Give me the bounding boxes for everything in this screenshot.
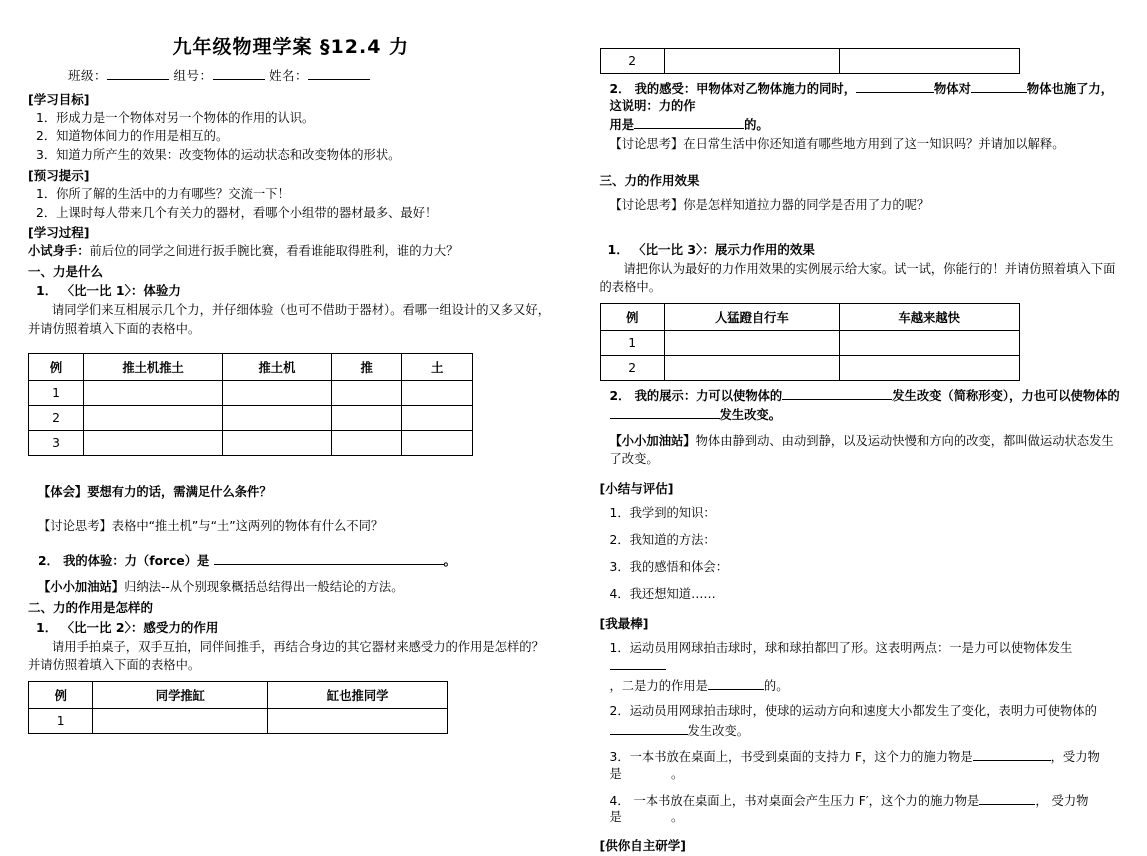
left-column xyxy=(22,18,554,740)
section-3-heading: 三、力的作用效果 xyxy=(599,172,700,188)
identity-line xyxy=(28,67,554,85)
name-blank[interactable] xyxy=(308,67,370,80)
section-1-sub: 1． 〈比一比 1〉：体验力 xyxy=(36,283,181,299)
section-1-heading: 一、力是什么 xyxy=(28,263,104,279)
my-feeling-label: 2． 我的感受： xyxy=(609,82,697,96)
class-blank[interactable] xyxy=(107,67,169,80)
group-label: 组号： xyxy=(173,68,213,83)
table-row xyxy=(600,355,1019,380)
cell-input[interactable] xyxy=(402,405,473,430)
summary-item-3: 3．我的感悟和体会： xyxy=(609,560,728,575)
cell-input[interactable] xyxy=(331,405,402,430)
table-force-examples xyxy=(28,353,473,456)
table-row xyxy=(600,330,1019,355)
preview-heading: [预习提示] xyxy=(28,167,90,183)
my-feeling-blank-3[interactable] xyxy=(634,116,744,129)
page-title: 九年级物理学案 §12.4 力 xyxy=(172,36,410,58)
goal-item-1: 1．形成力是一个物体对另一个物体的作用的认识。 xyxy=(36,110,315,125)
my-feeling-text-2: 物体对 xyxy=(934,82,971,96)
cell-input[interactable] xyxy=(839,355,1019,380)
section-2-paragraph: 请用手拍桌子，双手互拍，同伴间推手，再结合身边的其它器材来感受力的作用是怎样的？并请仿照着填入下面的表格中。 xyxy=(28,639,544,673)
self-study-heading: [供你自主研学] xyxy=(599,837,686,853)
row-index: 3 xyxy=(29,430,84,455)
best-item-1-blank-2[interactable] xyxy=(708,677,764,690)
class-label: 班级： xyxy=(68,68,108,83)
row-index: 1 xyxy=(29,708,93,733)
question-experience xyxy=(28,484,554,502)
fuel-station-1-label: 【小小加油站】 xyxy=(38,580,125,595)
best-item-3-tail: ，受力物是 。 xyxy=(609,750,1100,782)
table-row xyxy=(29,405,473,430)
cell-input[interactable] xyxy=(84,380,223,405)
table-mutual-force xyxy=(28,681,448,734)
my-demo-label: 2． 我的展示： xyxy=(609,388,697,403)
my-experience-blank[interactable] xyxy=(214,552,444,565)
summary-heading: [小结与评估] xyxy=(599,480,674,496)
try-line xyxy=(28,243,554,260)
best-item-1-tail: 的。 xyxy=(763,678,789,693)
fuel-station-1 xyxy=(28,579,554,597)
best-item-1 xyxy=(600,640,1126,674)
goal-item-2: 2．知道物体间力的作用是相互的。 xyxy=(36,129,229,144)
th-student-pushes-jar: 同学推缸 xyxy=(93,681,268,708)
table-row xyxy=(29,708,448,733)
summary-item-4: 4．我还想知道…… xyxy=(609,586,716,601)
row-index: 2 xyxy=(29,405,84,430)
my-demo-blank-1[interactable] xyxy=(782,387,892,400)
two-column-layout xyxy=(22,18,1125,856)
my-demo-text-2: 发生改变（简称形变），力也可以使物体的 xyxy=(892,388,1120,403)
cell-input[interactable] xyxy=(222,430,331,455)
my-demo-text-3: 发生改变。 xyxy=(719,408,781,423)
question-discuss-3: 【讨论思考】你是怎样知道拉力器的同学是否用了力的呢？ xyxy=(609,198,930,213)
cell-input[interactable] xyxy=(331,430,402,455)
question-discuss-1: 【讨论思考】表格中“推土机”与“土”这两列的物体有什么不同？ xyxy=(38,518,384,533)
cell-input[interactable] xyxy=(402,430,473,455)
cell-input[interactable] xyxy=(84,430,223,455)
best-item-3 xyxy=(600,748,1126,782)
preview-item-1: 1．你所了解的生活中的力有哪些？交流一下！ xyxy=(36,186,290,201)
best-item-1-cont xyxy=(600,677,1126,695)
question-discuss-2: 【讨论思考】在日常生活中你还知道有哪些地方用到了这一知识吗？并请加以解释。 xyxy=(609,136,1065,151)
cell-input[interactable] xyxy=(268,708,448,733)
my-experience-label: 2． 我的体验： xyxy=(38,553,125,568)
best-item-4-tail: ， 受力物是 。 xyxy=(609,793,1089,825)
best-item-2-cont xyxy=(600,722,1126,740)
cell-input[interactable] xyxy=(402,380,473,405)
my-feeling-line xyxy=(600,80,1126,114)
row-index: 2 xyxy=(600,355,664,380)
best-item-2-tail: 发生改变。 xyxy=(687,723,749,738)
fuel-station-2-text: 物体由静到动、由动到静，以及运动快慢和方向的改变，都叫做运动状态发生了改变。 xyxy=(609,434,1114,466)
section-1-paragraph: 请同学们来互相展示几个力，并仔细体验（也可不借助于器材）。看哪一组设计的又多又好，并请仿照着填入下面的表格中。 xyxy=(28,303,551,336)
fuel-station-1-text: 归纳法--从个别现象概括总结得出一般结论的方法。 xyxy=(124,580,404,595)
my-experience-text: 力（force）是 xyxy=(124,553,210,568)
cell-input[interactable] xyxy=(839,330,1019,355)
best-heading: [我最棒] xyxy=(599,615,649,631)
table-row xyxy=(29,430,473,455)
th-soil: 土 xyxy=(402,353,473,380)
summary-item-2: 2．我知道的方法： xyxy=(609,533,716,548)
best-item-1-pre: 1．运动员用网球拍击球时，球和球拍都凹了形。这表明两点：一是力可以使物体发生 xyxy=(609,641,1073,656)
my-feeling-blank-1[interactable] xyxy=(856,80,934,93)
my-demo-line-2 xyxy=(600,406,1126,424)
my-feeling-blank-2[interactable] xyxy=(971,80,1027,93)
th-jar-pushes-student: 缸也推同学 xyxy=(268,681,448,708)
right-column xyxy=(580,18,1126,856)
table-mutual-force-continued xyxy=(600,48,1020,74)
best-item-4-pre: 4． 一本书放在桌面上，书对桌面会产生压力 F′，这个力的施力物是 xyxy=(609,793,980,808)
th-bulldozer: 推土机 xyxy=(222,353,331,380)
my-feeling-text-4: 用是 xyxy=(609,118,635,133)
best-item-2-blank[interactable] xyxy=(610,722,688,735)
cell-input[interactable] xyxy=(222,405,331,430)
cell-input[interactable] xyxy=(664,49,839,74)
cell-input[interactable] xyxy=(664,355,839,380)
best-item-4-blank[interactable] xyxy=(979,792,1035,805)
th-example: 例 xyxy=(29,681,93,708)
my-feeling-text-3: 物体也施了力，这说明：力的作 xyxy=(609,82,1113,113)
th-example: 例 xyxy=(29,353,84,380)
my-experience-line xyxy=(28,552,554,571)
table-row-header xyxy=(29,681,448,708)
table-row xyxy=(600,49,1019,74)
row-index: 2 xyxy=(600,49,664,74)
th-push: 推 xyxy=(331,353,402,380)
best-item-1-blank-1[interactable] xyxy=(610,657,666,670)
try-text: 前后位的同学之间进行扳手腕比赛，看看谁能取得胜利，谁的力大？ xyxy=(89,244,459,259)
goals-heading: [学习目标] xyxy=(28,91,90,107)
row-index: 1 xyxy=(600,330,664,355)
summary-item-1: 1．我学到的知识： xyxy=(609,506,716,521)
my-feeling-line-2 xyxy=(600,116,1126,134)
my-demo-text-1: 力可以使物体的 xyxy=(696,388,783,403)
th-bulldozer-pushes-soil: 推土机推土 xyxy=(84,353,223,380)
best-item-1-mid: ，二是力的作用是 xyxy=(609,678,708,693)
section-3-sub: 1． 〈比一比 3〉：展示力作用的效果 xyxy=(607,242,815,258)
cell-input[interactable] xyxy=(84,405,223,430)
row-index: 1 xyxy=(29,380,84,405)
try-label: 小试身手： xyxy=(28,244,90,259)
cell-input[interactable] xyxy=(331,380,402,405)
goal-item-3: 3．知道力所产生的效果：改变物体的运动状态和改变物体的形状。 xyxy=(36,148,401,163)
cell-input[interactable] xyxy=(839,49,1019,74)
table-row-header xyxy=(600,303,1019,330)
group-blank[interactable] xyxy=(213,67,265,80)
process-heading: [学习过程] xyxy=(28,225,90,241)
cell-input[interactable] xyxy=(93,708,268,733)
best-item-2-pre: 2．运动员用网球拍击球时，使球的运动方向和速度大小都发生了变化，表明力可使物体的 xyxy=(609,704,1097,719)
best-item-4 xyxy=(600,792,1126,826)
best-item-3-blank[interactable] xyxy=(973,748,1051,761)
section-2-heading: 二、力的作用是怎样的 xyxy=(28,600,154,616)
table-row-header xyxy=(29,353,473,380)
my-feeling-text-1: 甲物体对乙物体施力的同时， xyxy=(696,82,856,96)
cell-input[interactable] xyxy=(664,330,839,355)
table-force-effects xyxy=(600,303,1020,381)
name-label: 姓名： xyxy=(269,68,309,83)
cell-input[interactable] xyxy=(222,380,331,405)
th-example: 例 xyxy=(600,303,664,330)
preview-item-2: 2．上课时每人带来几个有关力的器材，看哪个小组带的器材最多、最好！ xyxy=(36,205,438,220)
th-bike-gets-faster: 车越来越快 xyxy=(839,303,1019,330)
my-feeling-text-5: 的。 xyxy=(744,118,769,133)
fuel-station-2 xyxy=(600,433,1126,469)
my-demo-line xyxy=(600,387,1126,405)
my-demo-blank-2[interactable] xyxy=(610,406,720,419)
section-2-sub: 1． 〈比一比 2〉：感受力的作用 xyxy=(36,620,219,636)
th-person-pedals-bike: 人猛蹬自行车 xyxy=(664,303,839,330)
my-experience-tail: 。 xyxy=(443,553,456,568)
best-item-2 xyxy=(600,703,1126,720)
fuel-station-2-label: 【小小加油站】 xyxy=(609,434,696,448)
best-item-3-pre: 3．一本书放在桌面上，书受到桌面的支持力 F，这个力的施力物是 xyxy=(609,750,973,765)
question-experience-label: 【体会】要想有力的话，需满足什么条件？ xyxy=(38,484,272,499)
section-3-paragraph: 请把你认为最好的力作用效果的实例展示给大家。试一试，你能行的！并请仿照着填入下面的表格中。 xyxy=(599,261,1116,295)
table-row xyxy=(29,380,473,405)
